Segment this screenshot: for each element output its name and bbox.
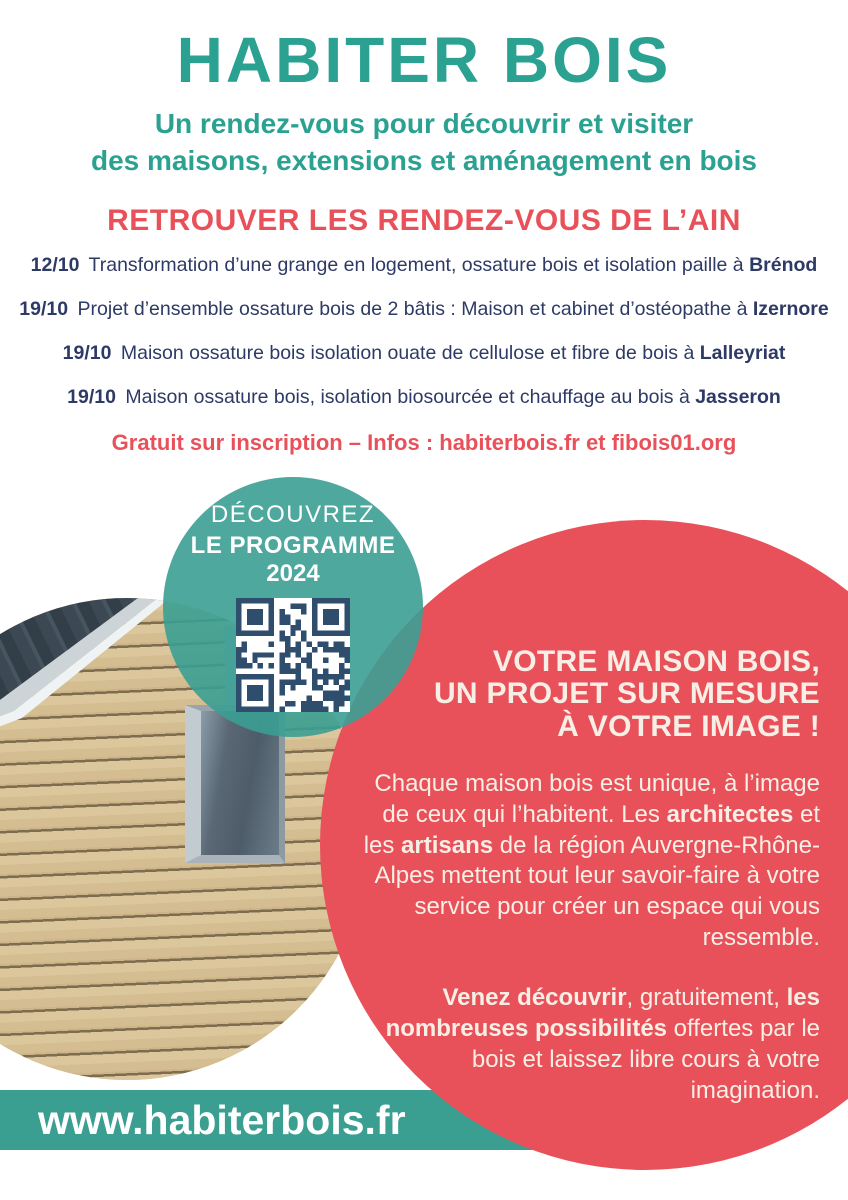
event-row — [0, 298, 848, 321]
promo-paragraph-2: Venez découvrir, gratuitement, les nombreuses possibilités offertes par le bois et laissez libre cours à votre imagination. — [385, 984, 820, 1104]
event-description: Projet d’ensemble ossature bois de 2 bâtis : Maison et cabinet d’ostéopathe à — [72, 297, 753, 320]
poster-subtitle — [0, 106, 848, 180]
events-list — [0, 254, 848, 409]
promo-heading-line-1: VOTRE MAISON BOIS, — [492, 645, 820, 678]
poster-header — [0, 0, 848, 456]
event-date: 19/10 — [62, 341, 112, 364]
subtitle-line-2: des maisons, extensions et aménagement en bois — [91, 144, 757, 176]
page-title: HABITER BOIS — [176, 24, 672, 96]
event-location: Lalleyriat — [699, 341, 786, 364]
promo-heading-line-3: À VOTRE IMAGE ! — [557, 709, 820, 743]
badge-line-3: 2024 — [266, 560, 320, 587]
promo-paragraph-1: Chaque maison bois est unique, à l’image de ceux qui l’habitent. Les architectes et les artisans de la région Auvergne-Rhône-Alpes mettent tout leur savoir-faire à votre service pour créer un espace qui vous ressemble. — [363, 770, 820, 951]
badge-line-2: LE PROGRAMME — [190, 532, 396, 559]
event-row — [0, 254, 848, 277]
program-badge — [163, 477, 423, 737]
event-date: 12/10 — [30, 253, 80, 276]
event-location: Brénod — [749, 253, 818, 276]
badge-line-1: DÉCOUVREZ — [210, 501, 376, 528]
event-date: 19/10 — [19, 297, 69, 320]
subtitle-line-1: Un rendez-vous pour découvrir et visiter — [154, 108, 694, 139]
event-location: Jasseron — [695, 385, 781, 408]
website-url: www.habiterbois.fr — [38, 1097, 406, 1143]
event-date: 19/10 — [67, 385, 116, 408]
promo-heading — [348, 646, 820, 743]
promo-heading-line-2: UN PROJET SUR MESURE — [433, 677, 820, 711]
promo-content — [348, 646, 820, 1136]
events-heading: RETROUVER LES RENDEZ-VOUS DE L’AIN — [107, 203, 741, 237]
event-row — [0, 386, 848, 409]
qr-code-icon — [236, 598, 350, 712]
event-description: Maison ossature bois, isolation biosourcée et chauffage au bois à — [119, 385, 696, 408]
event-location: Izernore — [752, 297, 829, 320]
events-footnote: Gratuit sur inscription – Infos : habiterbois.fr et fibois01.org — [111, 429, 737, 455]
event-description: Maison ossature bois isolation ouate de cellulose et fibre de bois à — [115, 341, 700, 364]
event-row — [0, 342, 848, 365]
event-description: Transformation d’une grange en logement, ossature bois et isolation paille à — [83, 253, 750, 276]
